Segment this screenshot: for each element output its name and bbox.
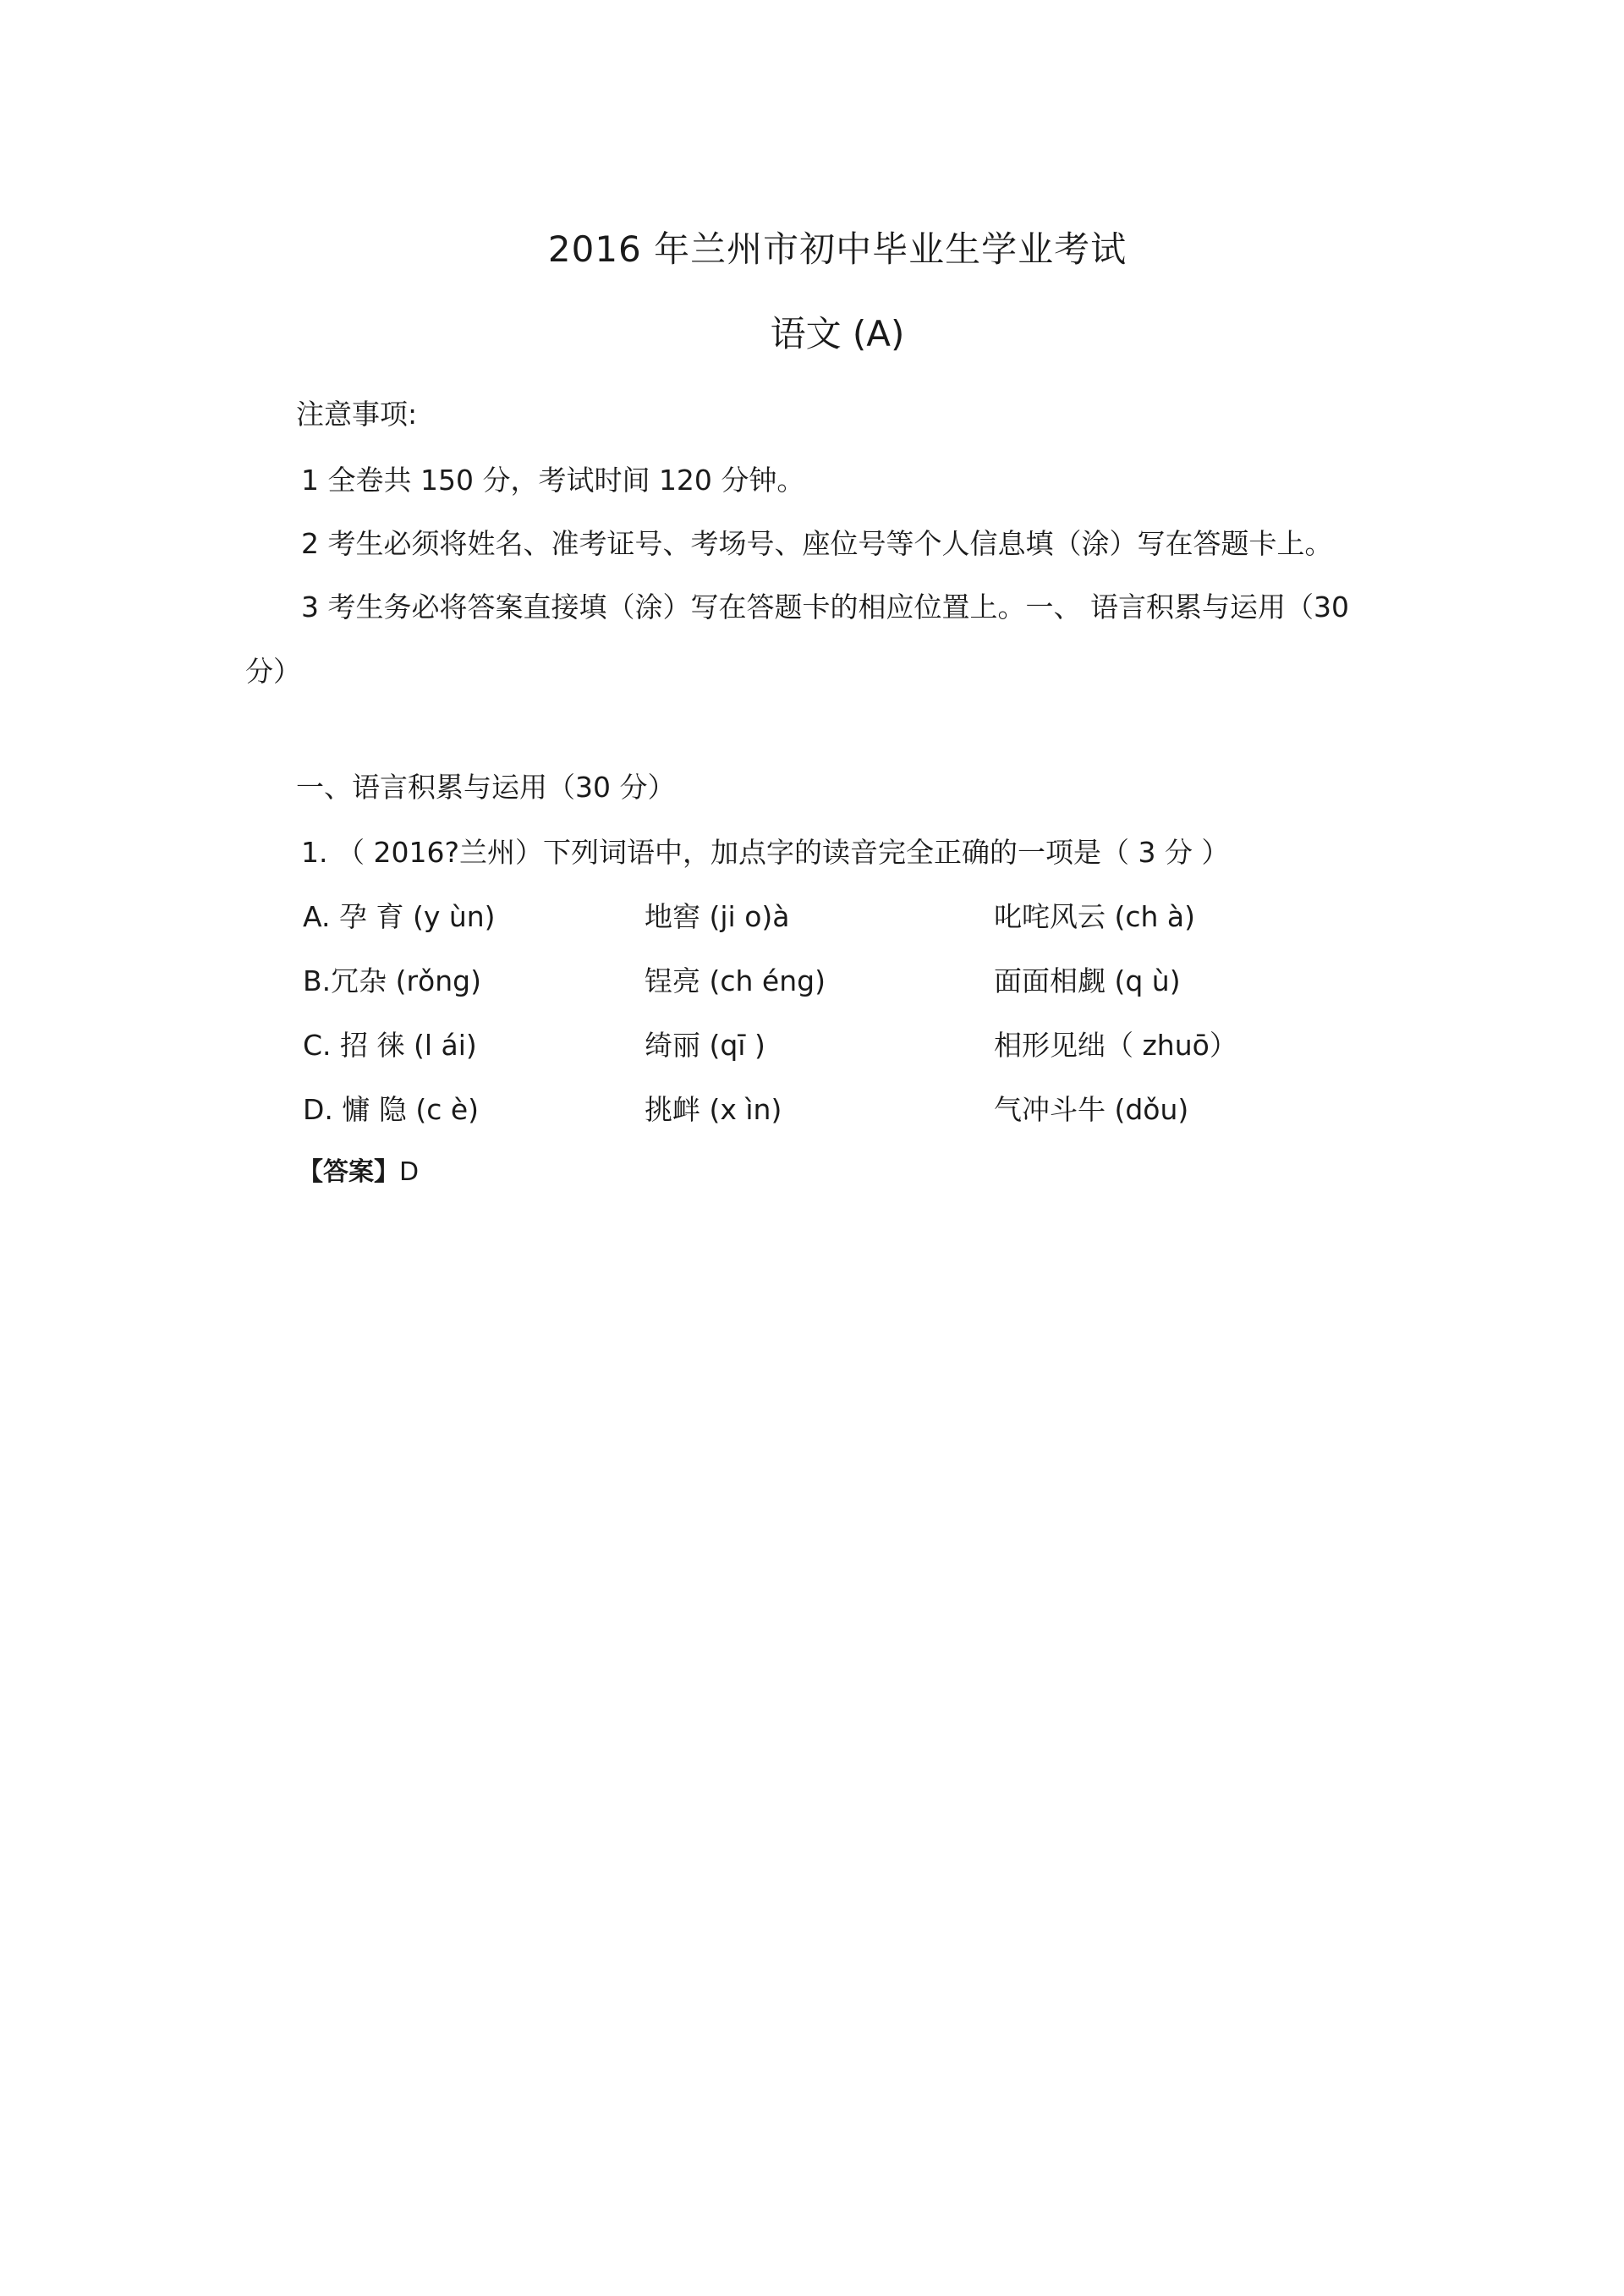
option-b-word-1: B.冗杂 (rǒng)	[303, 964, 481, 997]
option-c-word-2: 绮丽 (qī )	[645, 1029, 765, 1062]
exam-subject: 语文 (A)	[770, 313, 905, 354]
option-b-word-3: 面面相觑 (q ù)	[994, 964, 1181, 997]
notice-heading: 注意事项:	[296, 398, 418, 431]
answer-line	[298, 1151, 419, 1188]
option-d-word-2: 挑衅 (x ìn)	[645, 1093, 782, 1126]
notice-item-1: 1 全卷共 150 分，考试时间 120 分钟。	[301, 464, 805, 497]
option-c-word-1: C. 招 徕 (l ái)	[303, 1029, 477, 1062]
exam-title: 2016 年兰州市初中毕业生学业考试	[547, 228, 1127, 270]
option-d-word-3: 气冲斗牛 (dǒu)	[994, 1093, 1189, 1126]
option-d-word-1: D. 慵 隐 (c è)	[303, 1093, 480, 1126]
option-b-word-2: 锃亮 (ch éng)	[645, 964, 826, 997]
answer-value: D	[399, 1157, 420, 1187]
answer-label: 【答案】	[298, 1157, 399, 1187]
option-a-word-1: A. 孕 育 (y ùn)	[303, 900, 496, 933]
section-heading: 一、语言积累与运用（30 分）	[296, 771, 676, 804]
option-c-word-3: 相形见绌（ zhuō）	[994, 1029, 1237, 1062]
notice-item-3-continued: 分）	[245, 655, 301, 688]
notice-item-3: 3 考生务必将答案直接填（涂）写在答题卡的相应位置上。一、 语言积累与运用（30	[301, 590, 1349, 623]
option-a-word-3: 叱咤风云 (ch à)	[994, 900, 1196, 933]
option-a-word-2: 地窖 (ji o)à	[645, 900, 790, 933]
notice-item-2: 2 考生必须将姓名、准考证号、考场号、座位号等个人信息填（涂）写在答题卡上。	[301, 527, 1333, 560]
question-stem: 1. （ 2016?兰州）下列词语中，加点字的读音完全正确的一项是（ 3 分 ）	[301, 836, 1230, 869]
